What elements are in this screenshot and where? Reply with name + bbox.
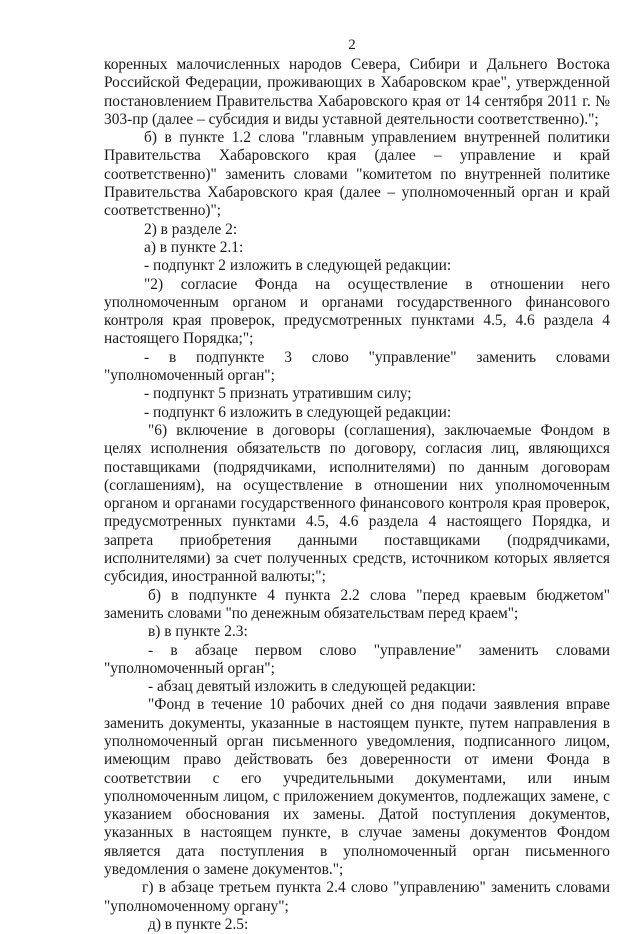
paragraph: - в подпункте 3 слово "управление" заменить словами "уполномоченный орган";	[104, 348, 610, 385]
paragraph: - подпункт 2 изложить в следующей редакции:	[144, 257, 452, 275]
paragraph: д) в пункте 2.5:	[148, 915, 249, 933]
page-number: 2	[348, 37, 356, 53]
paragraph: а) в пункте 2.1:	[144, 238, 244, 256]
paragraph: - подпункт 6 изложить в следующей редакции:	[144, 403, 452, 421]
paragraph: - подпункт 5 признать утратившим силу;	[144, 385, 412, 403]
paragraph: "2) согласие Фонда на осуществление в отношении него уполномоченным органом и органами государственного финансового контроля края проверок, предусмотренных пунктами 4.5, 4.6 раздела 4 настоящего Порядка;";	[104, 275, 610, 348]
paragraph: б) в подпункте 4 пункта 2.2 слова "перед краевым бюджетом" заменить словами "по денежным обязательствам перед краем";	[104, 586, 610, 622]
paragraph: - в абзаце первом слово "управление" заменить словами "уполномоченный орган";	[104, 641, 610, 677]
paragraph: "Фонд в течение 10 рабочих дней со дня подачи заявления вправе заменить документы, указанные в настоящем пункте, путем направления в уполномоченный орган письменного уведомления, подписанного лицом, имеющим право действовать без доверенности от имени Фонда в соответствии с его учредительными документами, или иным уполномоченным лицом, с приложением документов, подлежащих замене, с указанием обоснования их замены. Датой поступления документов, указанных в настоящем пункте, в случае замены документов Фондом является дата поступления в уполномоченный орган письменного уведомления о замене документов.";	[104, 696, 610, 879]
paragraph: коренных малочисленных народов Севера, Сибири и Дальнего Востока Российской Федерации, проживающих в Хабаровском крае", утвержденной постановлением Правительства Хабаровского края от 14 сентября 2011 г. № 303-пр (далее – субсидия и виды уставной деятельности соответственно).";	[104, 56, 610, 128]
paragraph: "6) включение в договоры (соглашения), заключаемые Фондом в целях исполнения обязательств по договору, согласия лиц, являющихся поставщиками (подрядчиками, исполнителями) по данным договорам (соглашениям), на осуществление в отношении них уполномоченным органом и органами государственного финансового контроля края проверок, предусмотренных пунктами 4.5, 4.6 раздела 4 настоящего Порядка, и запрета приобретения данными поставщиками (подрядчиками, исполнителями) за счет полученных средств, источником которых является субсидия, иностранной валюты;";	[104, 421, 610, 586]
paragraph: г) в абзаце третьем пункта 2.4 слово "управлению" заменить словами "уполномоченному органу";	[104, 879, 610, 915]
paragraph: в) в пункте 2.3:	[148, 623, 248, 641]
paragraph: - абзац девятый изложить в следующей редакции:	[148, 678, 476, 696]
document-body	[104, 56, 610, 934]
paragraph: б) в пункте 1.2 слова "главным управлением внутренней политики Правительства Хабаровского края (далее – управление и край соответственно)" заменить словами "комитетом по внутренней политике Правительства Хабаровского края (далее – уполномоченный орган и край соответственно)";	[104, 129, 610, 220]
paragraph: 2) в разделе 2:	[144, 220, 238, 238]
